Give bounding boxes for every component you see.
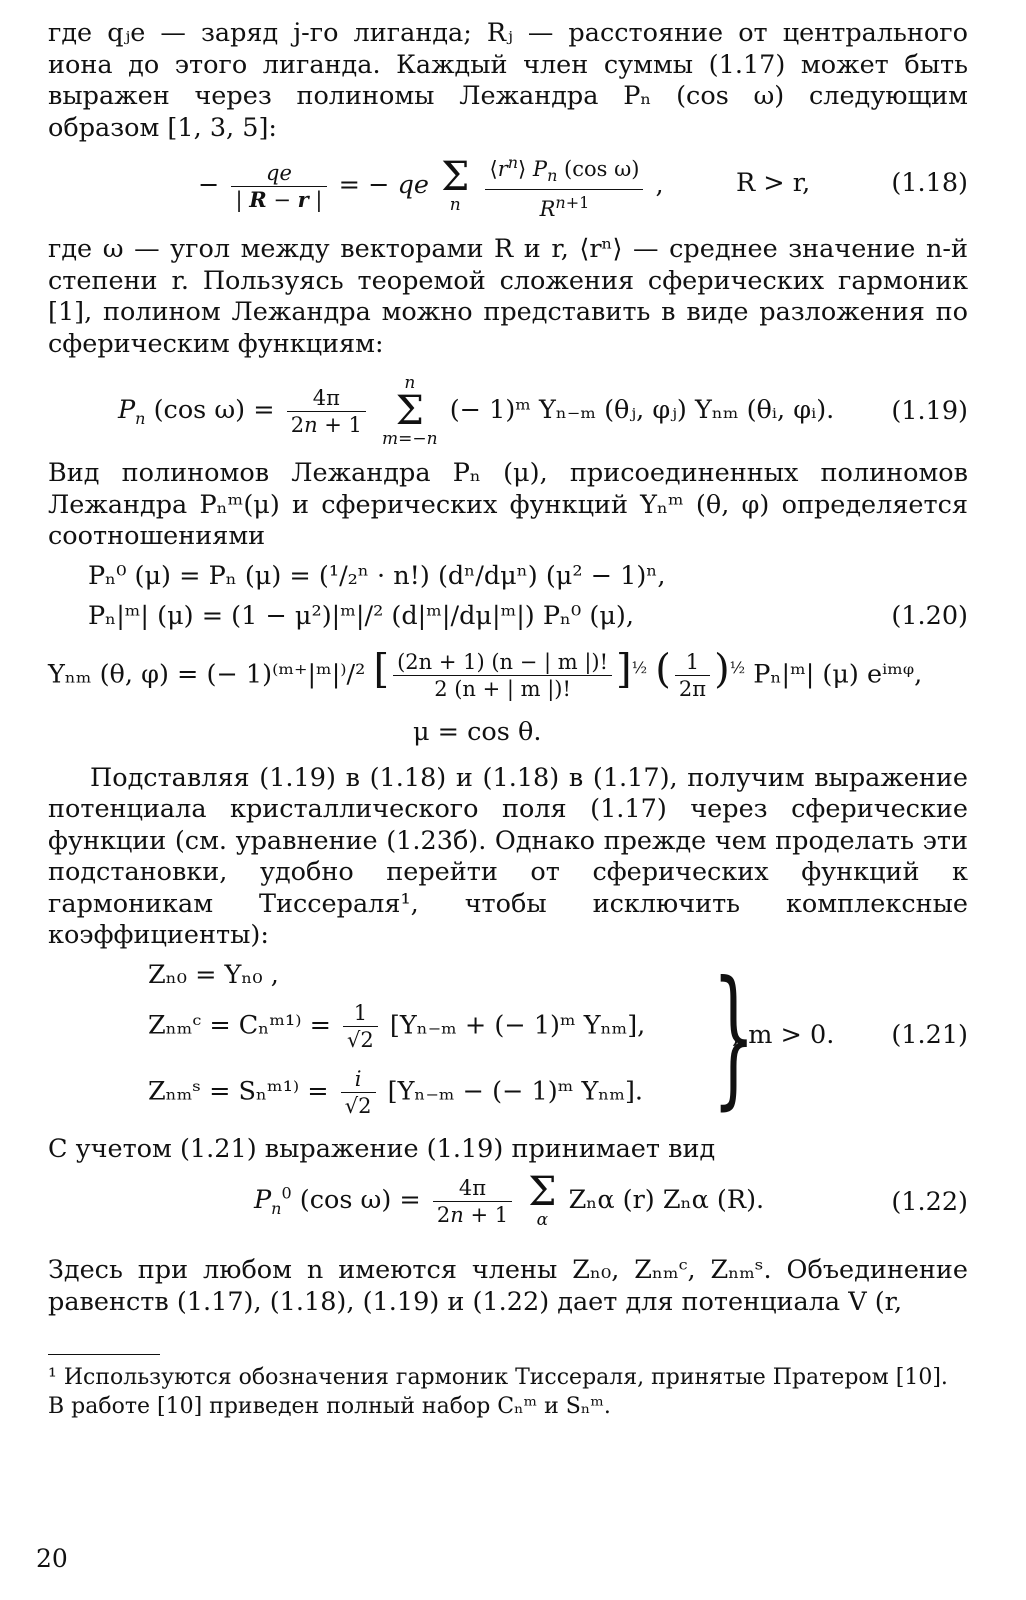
paragraph-3: Вид полиномов Лежандра Pₙ (μ), присоединенных полиномов Лежандра Pₙᵐ(μ) и сферических функций Yₙᵐ (θ, φ) определяется соотношениями	[48, 458, 968, 551]
footnote: ¹ Используются обозначения гармоник Тиссераля, принятые Пратером [10]. В работе [10] приведен полный набор Cₙᵐ и Sₙᵐ.	[48, 1365, 948, 1419]
eq-1-21-line-1: Zₙ₀ = Yₙ₀ ,	[148, 959, 279, 990]
equation-1-21	[48, 949, 968, 1134]
eq-1-20-line-4: μ = cos θ.	[413, 716, 542, 747]
eq-1-21-condition: , m > 0.	[732, 1019, 835, 1050]
eq-1-21-line-3: Zₙₘˢ = Sₙᵐ¹⁾ = $\frac{i}{√2}$ [Yₙ₋ₘ − (− 1)ᵐ Yₙₘ].	[148, 1066, 644, 1118]
equation-1-19: $P_n$ (cos ω) = $\frac{4\pi}{2n + 1}$ n Σ m=−n (− 1)ᵐ Yₙ₋ₘ (θⱼ, φⱼ) Yₙₘ (θᵢ, φᵢ). (1.19)	[118, 373, 968, 449]
eq-1-19-rhs: (− 1)ᵐ Yₙ₋ₘ (θⱼ, φⱼ) Yₙₘ (θᵢ, φᵢ).	[449, 395, 835, 425]
page-body	[48, 18, 968, 1421]
paragraph-5: С учетом (1.21) выражение (1.19) принимает вид	[48, 1133, 716, 1164]
page-number: 20	[36, 1544, 68, 1573]
eq-1-18-number: (1.18)	[891, 168, 968, 198]
paragraph-6: Здесь при любом n имеются члены Zₙ₀, Zₙₘᶜ, Zₙₘˢ. Объединение равенств (1.17), (1.18), (1.19) и (1.22) дает для потенциала V (r,	[48, 1255, 968, 1317]
eq-1-21-number: (1.21)	[891, 1019, 968, 1050]
eq-1-18-condition: R > r,	[736, 168, 811, 198]
right-brace: }	[712, 949, 756, 1124]
eq-1-20-line-1: Pₙ⁰ (μ) = Pₙ (μ) = (¹/₂ⁿ · n!) (dⁿ/dμⁿ) (μ² − 1)ⁿ,	[88, 560, 666, 591]
eq-1-19-number: (1.19)	[891, 396, 968, 426]
equation-1-20	[48, 557, 968, 763]
equation-1-18: − $\frac{qe}{| R - r |}$ = − qe Σ n $\frac{⟨r^n⟩ P_n (\cos \omega)}{R^{n+1}}$ , R > r, (1.18)	[48, 150, 968, 222]
eq-1-20-line-2: Pₙ|ᵐ| (μ) = (1 − μ²)|ᵐ|/² (d|ᵐ|/dμ|ᵐ|) Pₙ⁰ (μ),	[88, 600, 634, 631]
paragraph-4: Подставляя (1.19) в (1.18) и (1.18) в (1.17), получим выражение потенциала кристаллического поля (1.17) через сферические функции (см. уравнение (1.23б). Однако прежде чем проделать эти подстановки, удобно перейти от сферических функций к гармоникам Тиссераля¹, чтобы исключить комплексные коэффициенты):	[48, 762, 968, 950]
footnote-rule	[48, 1354, 160, 1355]
eq-1-21-line-2: Zₙₘᶜ = Cₙᵐ¹⁾ = $\frac{1}{√2}$ [Yₙ₋ₘ + (− 1)ᵐ Yₙₘ],	[148, 1000, 646, 1052]
eq-1-20-number: (1.20)	[891, 600, 968, 631]
equation-1-22: $P_n^0$ (cos ω) = $\frac{4\pi}{2n + 1}$ Σ α Zₙα (r) Zₙα (R). (1.22)	[254, 1169, 968, 1230]
eq-1-22-number: (1.22)	[891, 1187, 968, 1217]
eq-1-18-fraction: $\frac{qe}{| R - r |}$	[231, 160, 326, 213]
paragraph-1: где qⱼe — заряд j-го лиганда; Rⱼ — расстояние от центрального иона до этого лиганда. Каждый член суммы (1.17) может быть выражен через полиномы Лежандра Pₙ (cos ω) следующим образом [1, 3, 5]:	[48, 18, 968, 143]
paragraph-2: где ω — угол между векторами R и r, ⟨rⁿ⟩ — среднее значение n-й степени r. Пользуясь теоремой сложения сферических гармоник [1], полином Лежандра можно представить в виде разложения по сферическим функциям:	[48, 234, 968, 359]
eq-1-20-line-3: Yₙₘ (θ, φ) = (− 1)⁽ᵐ⁺|ᵐ|⁾/² [ $\frac{(2n + 1) (n - | m |)!}{2 (n + | m |)!}$ ]$^{\frac{1}{2}}$ ( $\frac{1}{2\pi}$ )$^{\frac{1}{2}}$ Pₙ|ᵐ| (μ) eⁱᵐᵠ,	[48, 646, 923, 701]
eq-1-22-rhs: Zₙα (r) Zₙα (R).	[568, 1185, 765, 1215]
